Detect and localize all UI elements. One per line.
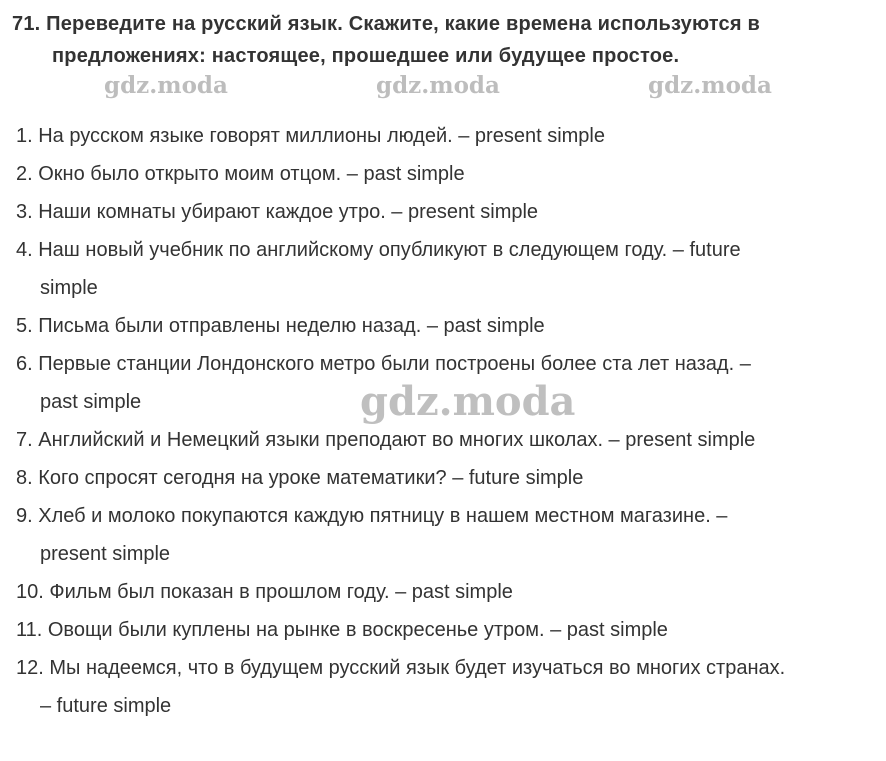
task-header bbox=[12, 8, 874, 72]
task-header-text-2: предложениях: настоящее, прошедшее или будущее простое. bbox=[52, 45, 680, 67]
watermark-logo-large: gdz.moda bbox=[360, 378, 576, 425]
watermark-logo: gdz.moda bbox=[376, 72, 500, 99]
answer-continuation: past simple bbox=[40, 391, 142, 413]
answer-text: 12. Мы надеемся, что в будущем русский язык будет изучаться во многих странах. bbox=[16, 657, 786, 679]
answer-text: 7. Английский и Немецкий языки преподают во многих школах. – present simple bbox=[16, 429, 756, 451]
answer-text: 10. Фильм был показан в прошлом году. – past simple bbox=[16, 581, 513, 603]
answer-continuation: simple bbox=[40, 277, 98, 299]
answer-item bbox=[16, 307, 872, 345]
watermark-logo: gdz.moda bbox=[104, 72, 228, 99]
answer-text: 2. Окно было открыто моим отцом. – past simple bbox=[16, 163, 465, 185]
answer-item bbox=[16, 497, 872, 573]
task-header-line-2 bbox=[12, 40, 874, 72]
answer-item bbox=[16, 421, 872, 459]
answer-text: 6. Первые станции Лондонского метро были построены более ста лет назад. – bbox=[16, 353, 751, 375]
watermark-logo: gdz.moda bbox=[648, 72, 772, 99]
answer-item bbox=[16, 459, 872, 497]
task-header-line-1 bbox=[12, 8, 874, 40]
answer-continuation: present simple bbox=[40, 543, 171, 565]
answer-text: 1. На русском языке говорят миллионы людей. – present simple bbox=[16, 125, 605, 147]
answer-item bbox=[16, 231, 872, 307]
answer-item bbox=[16, 573, 872, 611]
answer-text: 5. Письма были отправлены неделю назад. – past simple bbox=[16, 315, 545, 337]
answer-continuation: – future simple bbox=[40, 695, 172, 717]
answer-text: 9. Хлеб и молоко покупаются каждую пятницу в нашем местном магазине. – bbox=[16, 505, 728, 527]
answer-text: 4. Наш новый учебник по английскому опубликуют в следующем году. – future bbox=[16, 239, 741, 261]
answer-text: 11. Овощи были куплены на рынке в воскресенье утром. – past simple bbox=[16, 619, 668, 641]
answer-item bbox=[16, 193, 872, 231]
answer-item bbox=[16, 155, 872, 193]
answer-text: 8. Кого спросят сегодня на уроке математики? – future simple bbox=[16, 467, 584, 489]
answer-text: 3. Наши комнаты убирают каждое утро. – present simple bbox=[16, 201, 539, 223]
task-header-text-1: 71. Переведите на русский язык. Скажите, какие времена используются в bbox=[12, 13, 760, 35]
answer-item bbox=[16, 611, 872, 649]
answer-item bbox=[16, 117, 872, 155]
answer-item bbox=[16, 649, 872, 725]
